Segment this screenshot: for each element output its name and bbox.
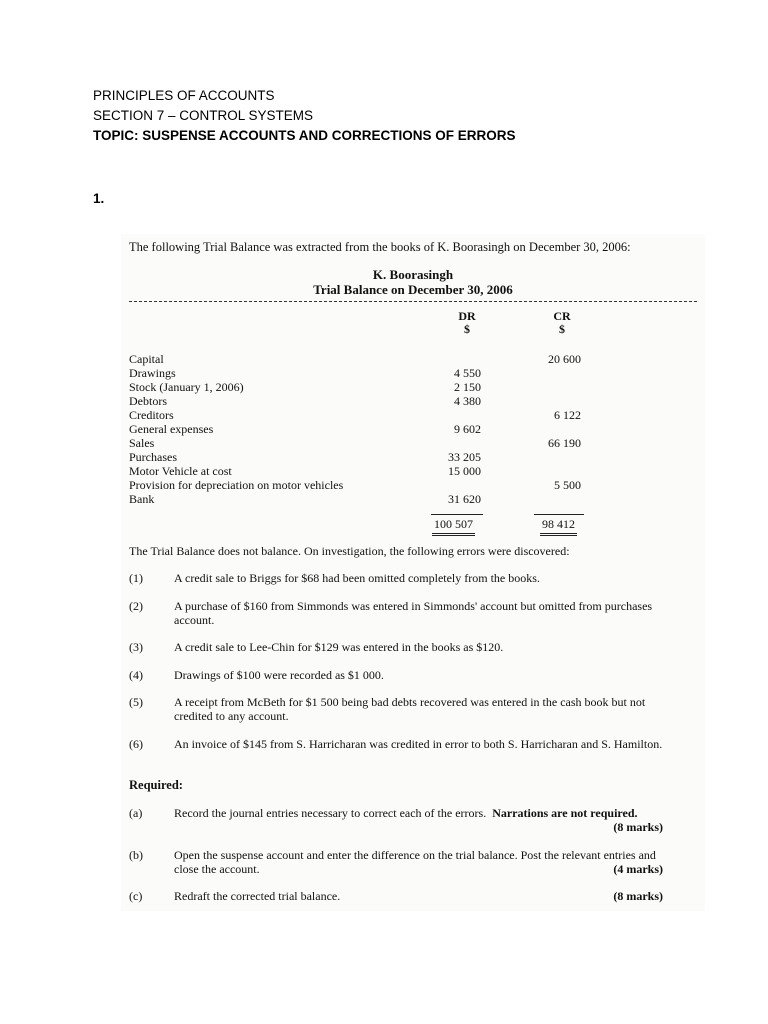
cr-amount: 66 190 — [548, 436, 581, 450]
required-marks: (8 marks) — [613, 889, 663, 903]
required-marks: (8 marks) — [613, 820, 663, 834]
tb-row — [121, 422, 705, 436]
error-text: A credit sale to Lee-Chin for $129 was entered in the books as $120. — [174, 640, 504, 654]
error-number: (4) — [129, 668, 143, 682]
dr-amount: 4 380 — [454, 394, 481, 408]
dr-currency: $ — [464, 322, 470, 336]
required-text-bold: Narrations are not required. — [492, 806, 638, 820]
error-number: (2) — [129, 599, 143, 613]
header-rule — [129, 301, 697, 302]
business-name: K. Boorasingh — [372, 267, 454, 282]
topic-title: TOPIC: SUSPENSE ACCOUNTS AND CORRECTIONS OF ERRORS — [93, 128, 516, 143]
tb-row — [121, 436, 705, 450]
cr-amount: 5 500 — [554, 478, 581, 492]
cr-currency: $ — [559, 322, 565, 336]
cr-label: CR — [553, 309, 571, 323]
account-name: Sales — [129, 436, 155, 450]
dr-label: DR — [458, 309, 476, 323]
required-letter: (a) — [129, 806, 143, 820]
tb-row — [121, 394, 705, 408]
error-text: A receipt from McBeth for $1 500 being bad debts recovered was entered in the cash book but not credited to any account. — [174, 695, 646, 723]
cr-amount: 20 600 — [548, 352, 581, 366]
required-text — [174, 806, 666, 820]
cr-total: 98 412 — [540, 517, 577, 536]
dr-total-rule — [431, 514, 483, 515]
trial-balance-title: Trial Balance on December 30, 2006 — [313, 282, 513, 297]
question-scan — [121, 234, 705, 911]
dr-amount: 9 602 — [454, 422, 481, 436]
account-name: Bank — [129, 492, 155, 506]
tb-row — [121, 408, 705, 422]
tb-row — [121, 352, 705, 366]
question-number: 1. — [93, 191, 105, 206]
dr-column-header — [437, 310, 497, 336]
tb-row — [121, 380, 705, 394]
dr-total: 100 507 — [432, 517, 475, 536]
account-name: Drawings — [129, 366, 176, 380]
account-name: Capital — [129, 352, 164, 366]
question-intro: The following Trial Balance was extracted from the books of K. Boorasingh on December 30, 2006: — [129, 240, 631, 254]
tb-row — [121, 492, 705, 506]
required-marks: (4 marks) — [613, 862, 663, 876]
cr-total-rule — [534, 514, 584, 515]
errors-statement: The Trial Balance does not balance. On investigation, the following errors were discovered: — [129, 544, 570, 558]
error-text: A credit sale to Briggs for $68 had been omitted completely from the books. — [174, 571, 540, 585]
error-text: An invoice of $145 from S. Harricharan was credited in error to both S. Harricharan and S. Hamilton. — [174, 737, 663, 751]
error-number: (5) — [129, 695, 143, 709]
cr-column-header — [532, 310, 592, 336]
tb-row — [121, 464, 705, 478]
error-number: (1) — [129, 571, 143, 585]
error-text: Drawings of $100 were recorded as $1 000. — [174, 668, 384, 682]
account-name: Debtors — [129, 394, 167, 408]
course-title: PRINCIPLES OF ACCOUNTS — [93, 88, 275, 103]
dr-amount: 33 205 — [448, 450, 481, 464]
dr-amount: 31 620 — [448, 492, 481, 506]
dr-amount: 4 550 — [454, 366, 481, 380]
tb-row — [121, 450, 705, 464]
section-title: SECTION 7 – CONTROL SYSTEMS — [93, 108, 314, 123]
dr-amount: 15 000 — [448, 464, 481, 478]
account-name: Motor Vehicle at cost — [129, 464, 232, 478]
account-name: Creditors — [129, 408, 174, 422]
required-text: Open the suspense account and enter the difference on the trial balance. Post the relevant entries and close the account. — [174, 848, 656, 876]
cr-amount: 6 122 — [554, 408, 581, 422]
error-text: A purchase of $160 from Simmonds was entered in Simmonds' account but omitted from purchases account. — [174, 599, 653, 627]
tb-row — [121, 478, 705, 492]
account-name: Provision for depreciation on motor vehicles — [129, 478, 344, 492]
account-name: Stock (January 1, 2006) — [129, 380, 244, 394]
required-text-plain: Record the journal entries necessary to correct each of the errors. — [174, 806, 487, 820]
required-text: Redraft the corrected trial balance. — [174, 889, 341, 903]
dr-amount: 2 150 — [454, 380, 481, 394]
error-number: (6) — [129, 737, 143, 751]
required-letter: (c) — [129, 889, 143, 903]
account-name: Purchases — [129, 450, 177, 464]
account-name: General expenses — [129, 422, 214, 436]
error-number: (3) — [129, 640, 143, 654]
tb-row — [121, 366, 705, 380]
required-letter: (b) — [129, 848, 143, 862]
required-label: Required: — [129, 778, 183, 792]
